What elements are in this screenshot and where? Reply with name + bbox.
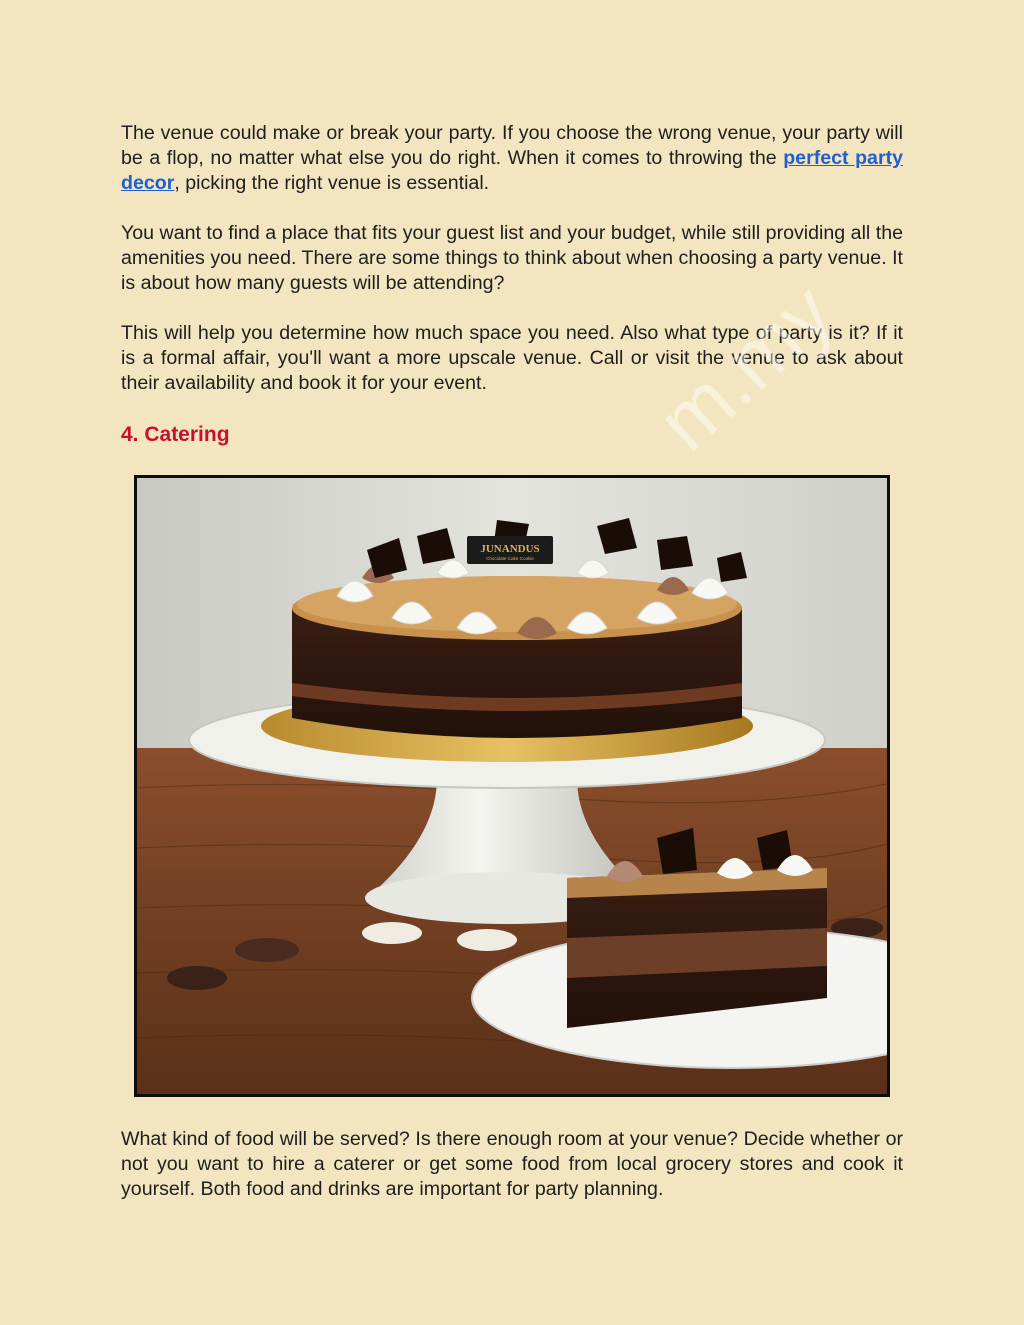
watermark-text: m.my [640,266,851,469]
brand-tag-sublabel: Chocolate·Cake·Cookie [486,556,534,561]
paragraph-food: What kind of food will be served? Is there enough room at your venue? Decide whether or not you want to hire a caterer or get some food from local grocery stores and cook it yourself. Both food and drinks are important for party planning. [121,1128,903,1200]
paragraph-venue-intro-text-2: , picking the right venue is essential. [174,172,490,194]
cake-illustration [137,478,887,1094]
paragraph-venue-intro-text-1: The venue could make or break your party. If you choose the wrong venue, your party will be a flop, no matter what else you do right. When it comes to throwing the [121,122,903,169]
paragraph-space: This will help you determine how much space you need. Also what type of party is it? If it is a formal affair, you'll want a more upscale venue. Call or visit the venue to ask about their availability and book it for your event. [121,322,903,394]
paragraph-venue-intro [121,121,903,196]
brand-tag-label: JUNANDUS [480,543,540,555]
section-heading-catering: 4. Catering [121,423,230,446]
cake-photo [134,475,890,1097]
paragraph-guest-list: You want to find a place that fits your guest list and your budget, while still providing all the amenities you need. There are some things to think about when choosing a party venue. It is about how many guests will be attending? [121,222,903,294]
perfect-party-decor-link[interactable]: perfect party decor [121,147,903,194]
